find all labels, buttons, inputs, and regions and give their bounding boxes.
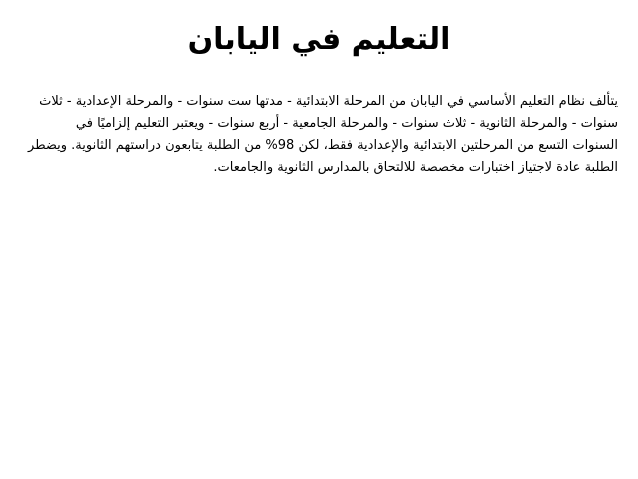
- slide-title: التعليم في اليابان: [187, 22, 451, 57]
- slide-body-paragraph: يتألف نظام التعليم الأساسي في اليابان من المرحلة الابتدائية - مدتها ست سنوات - والمرحلة الإعدادية - ثلاث سنوات - والمرحلة الثانوية - ثلاث سنوات - والمرحلة الجامعية - أربع سنوات - ويعتبر التعليم إلزاميًا في السنوات التسع من المرحلتين الابتدائية والإعدادية فقط، لكن 98% من الطلبة يتابعون دراستهم الثانوية. ويضطر الطلبة عادة لاجتياز اختبارات مخصصة للالتحاق بالمدارس الثانوية والجامعات.: [28, 94, 618, 175]
